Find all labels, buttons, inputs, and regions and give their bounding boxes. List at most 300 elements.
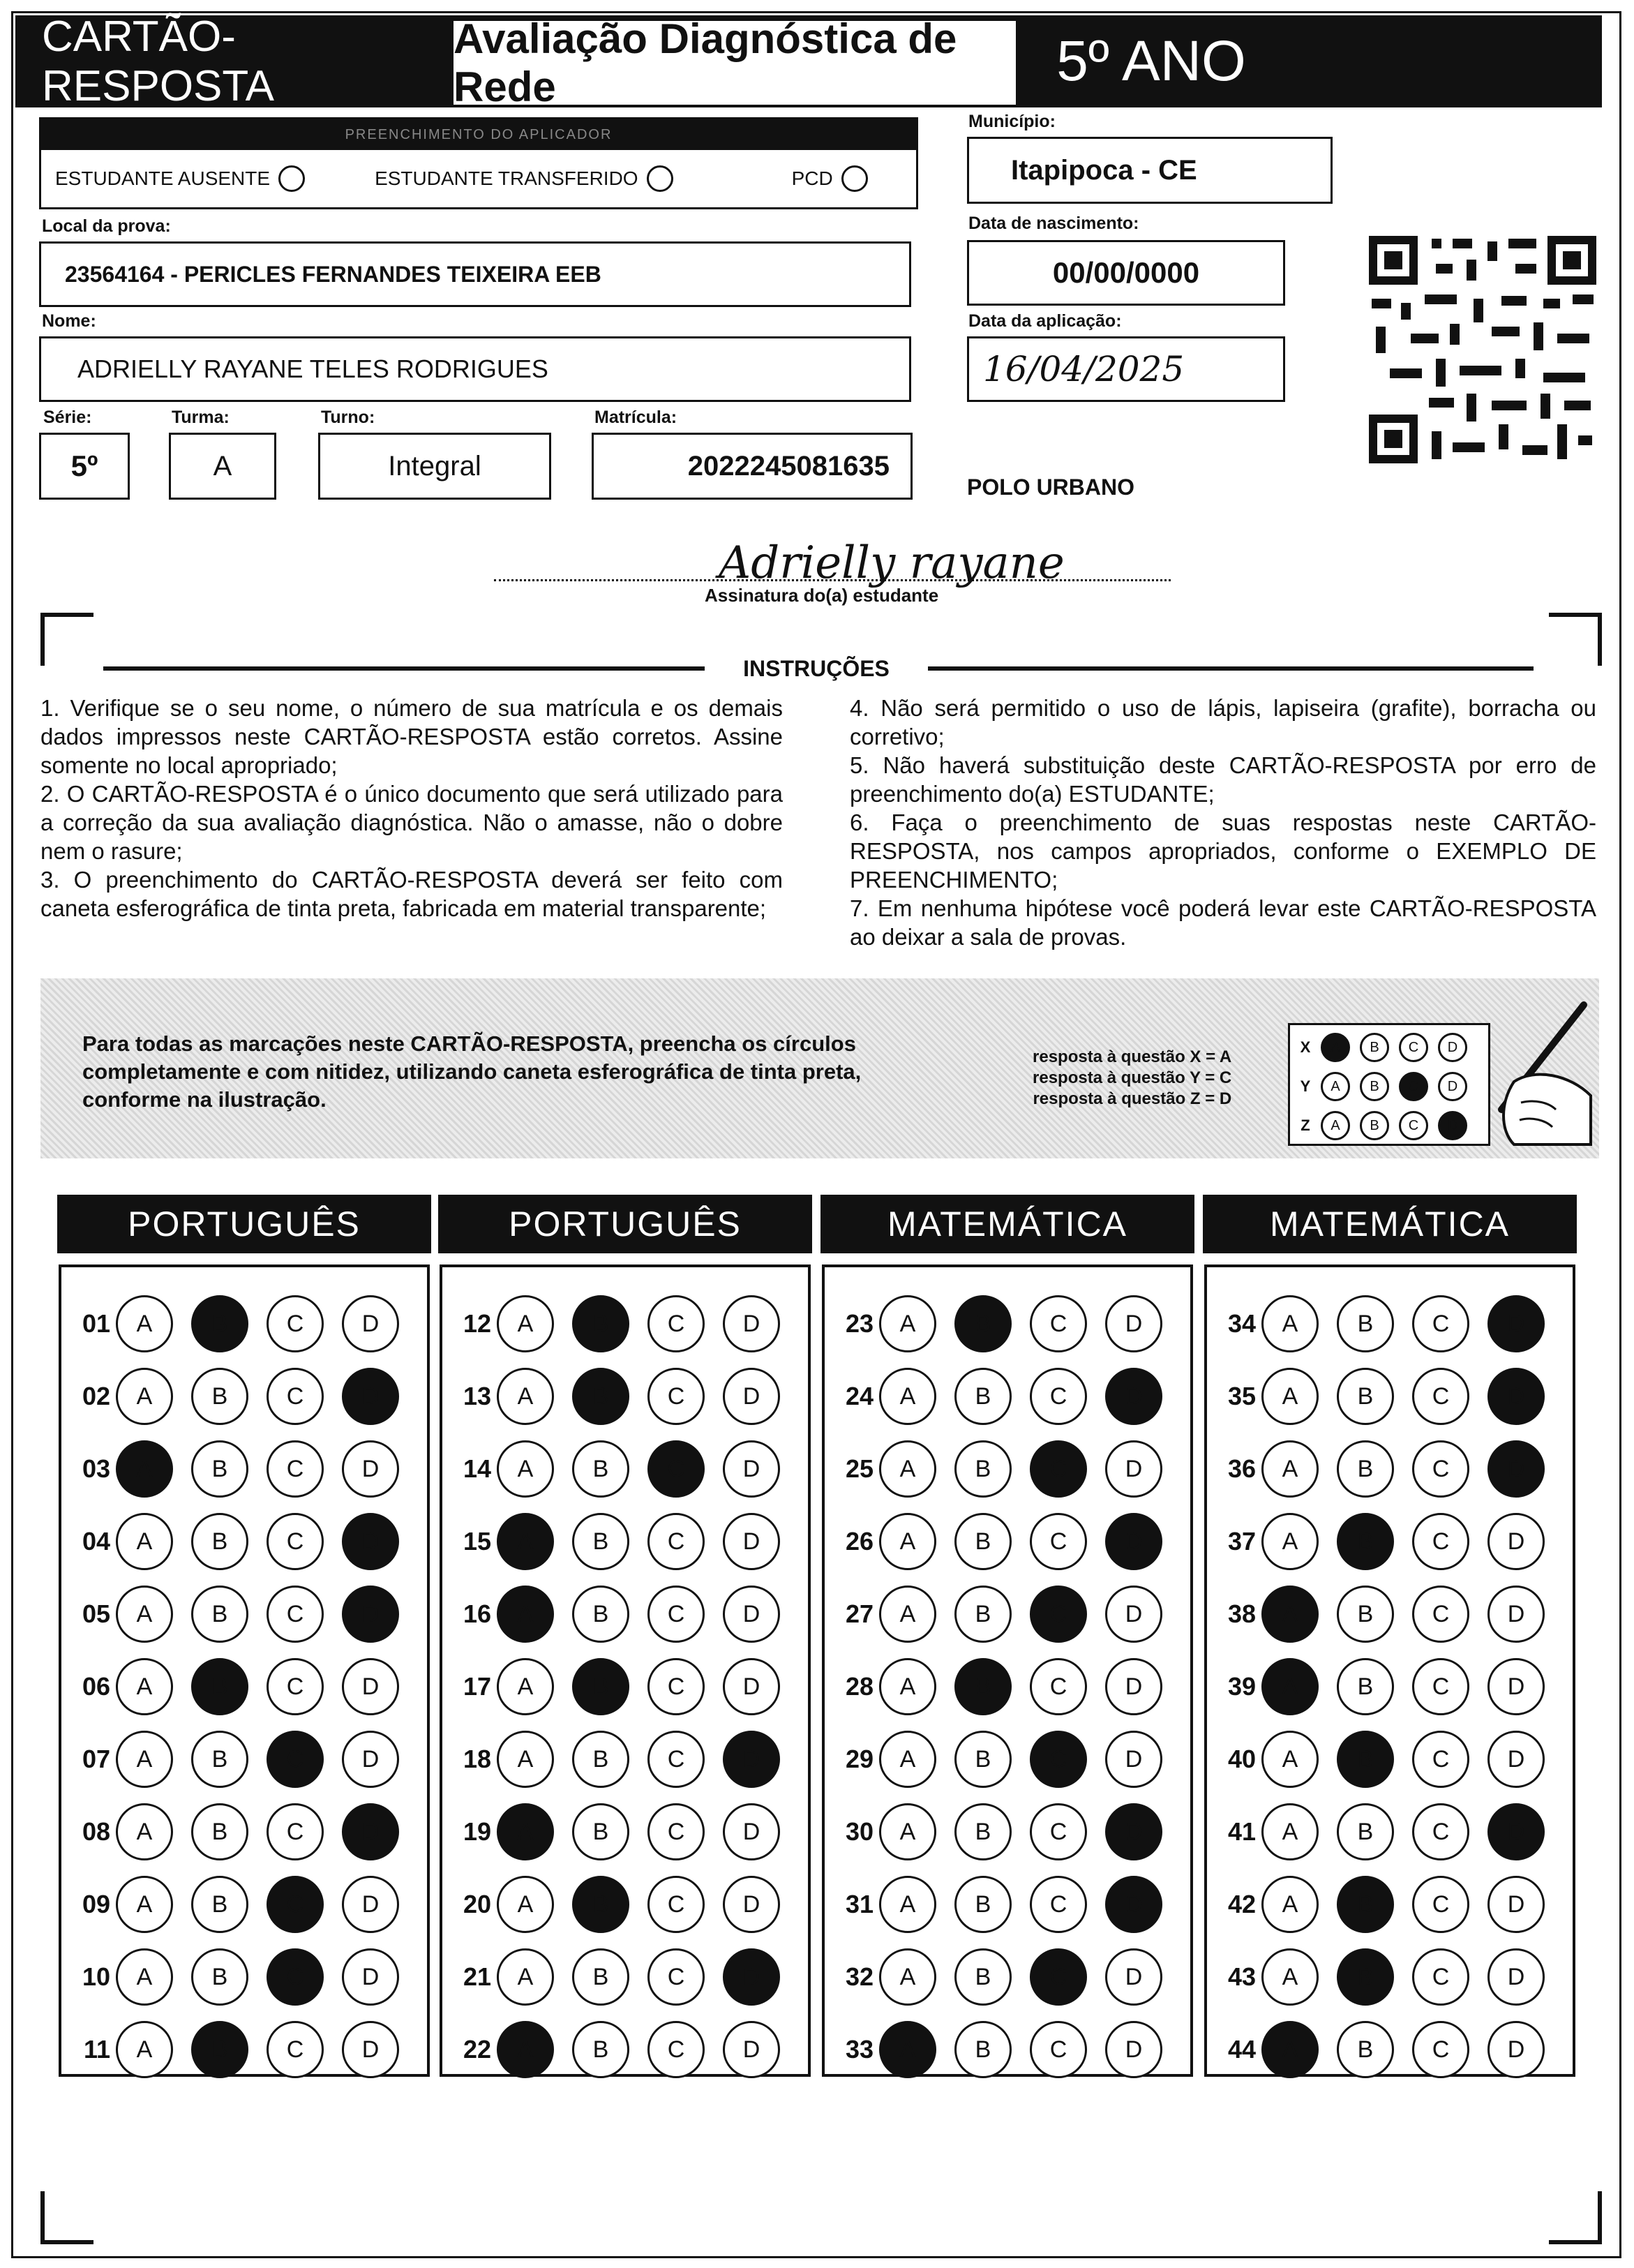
- answer-bubble-c[interactable]: C: [1412, 1803, 1469, 1860]
- answer-bubble-d[interactable]: D: [342, 1803, 399, 1860]
- answer-bubble-b[interactable]: B: [191, 1658, 248, 1715]
- answer-bubble-c[interactable]: C: [267, 1876, 324, 1933]
- answer-bubble-a[interactable]: A: [879, 1586, 936, 1643]
- example-legend: [1033, 1047, 1231, 1110]
- answer-bubble-c[interactable]: C: [1030, 1803, 1087, 1860]
- turma-field: A: [169, 433, 276, 500]
- answer-bubble-a[interactable]: A: [497, 1295, 554, 1352]
- municipio-label: Município:: [968, 112, 1056, 131]
- answer-bubble-a[interactable]: A: [116, 1731, 173, 1788]
- answer-bubble-d[interactable]: D: [1487, 1513, 1545, 1570]
- serie-field: 5º: [39, 433, 130, 500]
- example-bubble: A: [1321, 1033, 1350, 1062]
- answer-bubble-d[interactable]: D: [342, 1948, 399, 2006]
- question-row: [825, 1873, 1190, 1936]
- answer-bubble-d[interactable]: D: [1487, 1948, 1545, 2006]
- question-number: 32: [845, 1962, 874, 1991]
- question-row: [1207, 1365, 1573, 1428]
- answer-bubble-c[interactable]: C: [647, 1948, 705, 2006]
- card-label: CARTÃO-RESPOSTA: [42, 13, 275, 110]
- answer-bubble-a[interactable]: A: [1261, 1586, 1319, 1643]
- answer-bubble-a[interactable]: A: [116, 1948, 173, 2006]
- question-number: 13: [463, 1382, 491, 1410]
- answer-bubble-d[interactable]: D: [342, 1586, 399, 1643]
- answer-bubble-a[interactable]: A: [497, 1368, 554, 1425]
- answer-bubble-b[interactable]: B: [191, 1876, 248, 1933]
- question-row: [442, 1728, 808, 1791]
- question-row: [1207, 1655, 1573, 1718]
- subject-header: MATEMÁTICA: [1203, 1195, 1577, 1253]
- answer-bubble-c[interactable]: C: [267, 1803, 324, 1860]
- example-text: Para todas as marcações neste CARTÃO-RESPOSTA, preencha os círculos completamente e com nitidez, utilizando caneta esferográfica de tinta preta, conforme na ilustração.: [82, 1031, 862, 1112]
- question-number: 20: [463, 1890, 491, 1918]
- question-row: [1207, 1728, 1573, 1791]
- question-number: 30: [845, 1817, 874, 1846]
- answer-bubble-a[interactable]: A: [116, 1803, 173, 1860]
- answer-bubble-d[interactable]: D: [1487, 1803, 1545, 1860]
- answer-bubble-a[interactable]: A: [1261, 1803, 1319, 1860]
- example-bubble: D: [1438, 1072, 1467, 1101]
- example-row-label: X: [1300, 1038, 1311, 1056]
- example-bubble: D: [1438, 1033, 1467, 1062]
- answer-bubble-d[interactable]: D: [1105, 1876, 1162, 1933]
- answer-bubble-a[interactable]: A: [497, 1658, 554, 1715]
- answer-bubble-b[interactable]: B: [954, 1731, 1012, 1788]
- question-number: 17: [463, 1672, 491, 1701]
- example-row: [1290, 1107, 1488, 1144]
- answer-bubble-c[interactable]: C: [1030, 1876, 1087, 1933]
- instructions-right: [850, 694, 1596, 951]
- answer-bubble-c[interactable]: C: [1030, 1948, 1087, 2006]
- answer-bubble-a[interactable]: A: [879, 1295, 936, 1352]
- instruction-5: 5. Não haverá substituição deste CARTÃO-RESPOSTA por erro de preenchimento do(a) ESTUDANTE;: [850, 752, 1596, 807]
- answer-bubble-b[interactable]: B: [1337, 1658, 1394, 1715]
- question-row: [1207, 1583, 1573, 1646]
- question-row: [825, 1800, 1190, 1863]
- nome-label: Nome:: [42, 311, 96, 331]
- answer-bubble-c[interactable]: C: [1412, 1295, 1469, 1352]
- question-row: [825, 1438, 1190, 1500]
- answer-bubble-c[interactable]: C: [267, 1440, 324, 1498]
- answer-bubble-d[interactable]: D: [723, 1295, 780, 1352]
- answer-bubble-c[interactable]: C: [647, 1658, 705, 1715]
- question-row: [442, 1365, 808, 1428]
- question-number: 08: [82, 1817, 110, 1846]
- answer-bubble-d[interactable]: D: [723, 1658, 780, 1715]
- question-number: 34: [1227, 1309, 1256, 1338]
- question-number: 39: [1227, 1672, 1256, 1701]
- answer-bubble-d[interactable]: D: [1487, 1295, 1545, 1352]
- answer-bubble-b[interactable]: B: [1337, 1368, 1394, 1425]
- answer-bubble-c[interactable]: C: [267, 1586, 324, 1643]
- question-row: [61, 1292, 427, 1355]
- example-bubble: A: [1321, 1072, 1350, 1101]
- question-row: [442, 1510, 808, 1573]
- local-label: Local da prova:: [42, 216, 171, 236]
- question-row: [825, 1655, 1190, 1718]
- answer-bubble-c[interactable]: C: [1412, 1658, 1469, 1715]
- answer-column: [59, 1264, 430, 2077]
- instruction-3: 3. O preenchimento do CARTÃO-RESPOSTA deverá ser feito com caneta esferográfica de tinta preta, fabricada em material transparente;: [40, 867, 783, 921]
- answer-bubble-a[interactable]: A: [879, 1731, 936, 1788]
- answer-bubble-d[interactable]: D: [342, 1731, 399, 1788]
- example-bubble: B: [1360, 1072, 1389, 1101]
- question-number: 25: [845, 1454, 874, 1483]
- answer-bubble-d[interactable]: D: [1105, 1658, 1162, 1715]
- answer-bubble-b[interactable]: B: [1337, 1440, 1394, 1498]
- question-number: 06: [82, 1672, 110, 1701]
- applicator-box-title: PREENCHIMENTO DO APLICADOR: [41, 119, 916, 150]
- answer-bubble-b[interactable]: B: [191, 1513, 248, 1570]
- answer-bubble-d[interactable]: D: [1105, 1440, 1162, 1498]
- answer-bubble-a[interactable]: A: [1261, 1440, 1319, 1498]
- nome-field: ADRIELLY RAYANE TELES RODRIGUES: [39, 336, 911, 402]
- question-number: 01: [82, 1309, 110, 1338]
- answer-bubble-b[interactable]: B: [572, 1948, 629, 2006]
- answer-bubble-d[interactable]: D: [723, 1803, 780, 1860]
- answer-bubble-a[interactable]: A: [1261, 1731, 1319, 1788]
- question-number: 16: [463, 1599, 491, 1628]
- answer-bubble-a[interactable]: A: [497, 1948, 554, 2006]
- answer-bubble-c[interactable]: C: [1030, 1295, 1087, 1352]
- nascimento-field: 00/00/0000: [967, 240, 1285, 306]
- answer-bubble-c[interactable]: C: [647, 1876, 705, 1933]
- answer-bubble-c[interactable]: C: [267, 1731, 324, 1788]
- example-row: [1290, 1068, 1488, 1105]
- answer-bubble-c[interactable]: C: [267, 1948, 324, 2006]
- answer-bubble-b[interactable]: B: [191, 1948, 248, 2006]
- answer-bubble-c[interactable]: C: [1030, 1440, 1087, 1498]
- answer-bubble-d[interactable]: D: [342, 1440, 399, 1498]
- answer-bubble-b[interactable]: B: [954, 1513, 1012, 1570]
- question-number: 22: [463, 2035, 491, 2064]
- qr-code: [1369, 236, 1596, 463]
- transferred-label: ESTUDANTE TRANSFERIDO: [375, 167, 638, 189]
- matricula-field: 2022245081635: [592, 433, 913, 500]
- answer-bubble-b[interactable]: B: [954, 1658, 1012, 1715]
- answer-bubble-c[interactable]: C: [647, 1440, 705, 1498]
- answer-bubble-b[interactable]: B: [1337, 1295, 1394, 1352]
- example-bubble: C: [1399, 1072, 1428, 1101]
- answer-bubble-b[interactable]: B: [1337, 1731, 1394, 1788]
- question-number: 44: [1227, 2035, 1256, 2064]
- question-row: [442, 1873, 808, 1936]
- question-number: 23: [845, 1309, 874, 1338]
- question-number: 09: [82, 1890, 110, 1918]
- serie-label: Série:: [43, 408, 92, 427]
- question-number: 37: [1227, 1527, 1256, 1555]
- answer-bubble-c[interactable]: C: [1412, 2021, 1469, 2078]
- answer-bubble-c[interactable]: C: [267, 1658, 324, 1715]
- question-number: 43: [1227, 1962, 1256, 1991]
- nascimento-label: Data de nascimento:: [968, 214, 1139, 233]
- answer-bubble-d[interactable]: D: [723, 1586, 780, 1643]
- question-number: 04: [82, 1527, 110, 1555]
- question-row: [442, 1583, 808, 1646]
- answer-bubble-b[interactable]: B: [191, 1295, 248, 1352]
- answer-bubble-a[interactable]: A: [879, 2021, 936, 2078]
- question-number: 15: [463, 1527, 491, 1555]
- answer-bubble-d[interactable]: D: [723, 1513, 780, 1570]
- answer-bubble-c[interactable]: C: [647, 1586, 705, 1643]
- answer-bubble-d[interactable]: D: [1487, 1658, 1545, 1715]
- answer-bubble-d[interactable]: D: [342, 2021, 399, 2078]
- answer-bubble-d[interactable]: D: [723, 1440, 780, 1498]
- question-row: [1207, 1510, 1573, 1573]
- question-row: [825, 1365, 1190, 1428]
- answer-bubble-d[interactable]: D: [1105, 2021, 1162, 2078]
- question-row: [61, 1800, 427, 1863]
- question-row: [61, 1946, 427, 2008]
- applicator-box: [39, 117, 918, 209]
- question-number: 33: [845, 2035, 874, 2064]
- answer-bubble-c[interactable]: C: [1412, 1513, 1469, 1570]
- answer-bubble-d[interactable]: D: [723, 1368, 780, 1425]
- answer-bubble-a[interactable]: A: [497, 1876, 554, 1933]
- answer-bubble-a[interactable]: A: [497, 2021, 554, 2078]
- answer-bubble-b[interactable]: B: [1337, 1513, 1394, 1570]
- answer-bubble-b[interactable]: B: [572, 1586, 629, 1643]
- question-row: [61, 1510, 427, 1573]
- answer-bubble-c[interactable]: C: [1412, 1876, 1469, 1933]
- answer-bubble-b[interactable]: B: [572, 2021, 629, 2078]
- answer-bubble-c[interactable]: C: [267, 1368, 324, 1425]
- question-number: 03: [82, 1454, 110, 1483]
- instruction-2: 2. O CARTÃO-RESPOSTA é o único documento que será utilizado para a correção da sua avaliação diagnóstica. Não o amasse, não o dobre nem o rasure;: [40, 781, 783, 864]
- answer-bubble-d[interactable]: D: [1487, 1586, 1545, 1643]
- question-number: 07: [82, 1745, 110, 1773]
- example-legend-z: resposta à questão Z = D: [1033, 1089, 1232, 1108]
- answer-bubble-d[interactable]: D: [723, 1948, 780, 2006]
- answer-bubble-c[interactable]: C: [647, 1513, 705, 1570]
- answer-bubble-b[interactable]: B: [1337, 1803, 1394, 1860]
- answer-bubble-c[interactable]: C: [1030, 1368, 1087, 1425]
- question-number: 31: [845, 1890, 874, 1918]
- answer-bubble-d[interactable]: D: [1105, 1368, 1162, 1425]
- answer-bubble-a[interactable]: A: [1261, 2021, 1319, 2078]
- answer-bubble-c[interactable]: C: [267, 1295, 324, 1352]
- answer-bubble-a[interactable]: A: [1261, 1948, 1319, 2006]
- question-number: 38: [1227, 1599, 1256, 1628]
- answer-bubble-b[interactable]: B: [572, 1876, 629, 1933]
- question-number: 36: [1227, 1454, 1256, 1483]
- answer-bubble-d[interactable]: D: [1487, 1440, 1545, 1498]
- answer-bubble-b[interactable]: B: [1337, 1948, 1394, 2006]
- answer-bubble-c[interactable]: C: [1030, 2021, 1087, 2078]
- question-row: [442, 1946, 808, 2008]
- answer-bubble-c[interactable]: C: [647, 1295, 705, 1352]
- answer-bubble-b[interactable]: B: [572, 1513, 629, 1570]
- answer-bubble-d[interactable]: D: [1105, 1803, 1162, 1860]
- question-row: [61, 1583, 427, 1646]
- answer-bubble-c[interactable]: C: [267, 1513, 324, 1570]
- answer-bubble-c[interactable]: C: [647, 1803, 705, 1860]
- question-row: [1207, 1438, 1573, 1500]
- answer-bubble-b[interactable]: B: [954, 1803, 1012, 1860]
- answer-bubble-a[interactable]: A: [1261, 1876, 1319, 1933]
- answer-bubble-d[interactable]: D: [723, 2021, 780, 2078]
- answer-bubble-c[interactable]: C: [1030, 1731, 1087, 1788]
- answer-bubble-b[interactable]: B: [572, 1368, 629, 1425]
- answer-bubble-d[interactable]: D: [1487, 1731, 1545, 1788]
- question-number: 11: [83, 2035, 110, 2064]
- answer-bubble-c[interactable]: C: [647, 1368, 705, 1425]
- answer-bubble-d[interactable]: D: [342, 1368, 399, 1425]
- answer-bubble-b[interactable]: B: [191, 2021, 248, 2078]
- absent-bubble[interactable]: [278, 165, 305, 192]
- answer-bubble-d[interactable]: D: [1105, 1513, 1162, 1570]
- answer-bubble-c[interactable]: C: [1030, 1513, 1087, 1570]
- answer-bubble-d[interactable]: D: [342, 1658, 399, 1715]
- answer-bubble-d[interactable]: D: [723, 1876, 780, 1933]
- answer-bubble-c[interactable]: C: [1412, 1586, 1469, 1643]
- answer-bubble-b[interactable]: B: [572, 1731, 629, 1788]
- example-bubble: B: [1360, 1111, 1389, 1140]
- instructions-left: [40, 694, 783, 923]
- answer-bubble-c[interactable]: C: [1030, 1586, 1087, 1643]
- answer-bubble-a[interactable]: A: [1261, 1513, 1319, 1570]
- answer-bubble-b[interactable]: B: [1337, 2021, 1394, 2078]
- answer-bubble-d[interactable]: D: [1487, 2021, 1545, 2078]
- answer-bubble-a[interactable]: A: [116, 1368, 173, 1425]
- question-number: 41: [1227, 1817, 1256, 1846]
- turno-label: Turno:: [321, 408, 375, 427]
- handwritten-signature: Adrielly rayane: [719, 537, 1065, 589]
- answer-bubble-b[interactable]: B: [191, 1803, 248, 1860]
- answer-bubble-c[interactable]: C: [1412, 1948, 1469, 2006]
- transferred-bubble[interactable]: [647, 165, 673, 192]
- answer-bubble-d[interactable]: D: [1105, 1731, 1162, 1788]
- answer-bubble-c[interactable]: C: [647, 2021, 705, 2078]
- answer-bubble-b[interactable]: B: [954, 1440, 1012, 1498]
- instruction-6: 6. Faça o preenchimento de suas respostas neste CARTÃO-RESPOSTA, nos campos apropriados, conforme o EXEMPLO DE PREENCHIMENTO;: [850, 810, 1596, 893]
- corner-bottom-left: [40, 2191, 93, 2244]
- answer-bubble-d[interactable]: D: [1105, 1948, 1162, 2006]
- answer-bubble-d[interactable]: D: [723, 1731, 780, 1788]
- question-number: 21: [463, 1962, 491, 1991]
- example-grid: [1288, 1023, 1490, 1146]
- answer-bubble-a[interactable]: A: [879, 1513, 936, 1570]
- answer-column: [440, 1264, 811, 2077]
- example-bubble: D: [1438, 1111, 1467, 1140]
- answer-bubble-a[interactable]: A: [116, 1586, 173, 1643]
- answer-bubble-b[interactable]: B: [572, 1295, 629, 1352]
- answer-bubble-d[interactable]: D: [1105, 1586, 1162, 1643]
- example-row-label: Y: [1300, 1077, 1311, 1095]
- corner-bottom-right: [1549, 2191, 1602, 2244]
- question-row: [825, 2018, 1190, 2081]
- answer-bubble-a[interactable]: A: [879, 1440, 936, 1498]
- answer-bubble-b[interactable]: B: [954, 1876, 1012, 1933]
- answer-bubble-a[interactable]: A: [879, 1876, 936, 1933]
- answer-bubble-b[interactable]: B: [191, 1731, 248, 1788]
- example-bubble: A: [1321, 1111, 1350, 1140]
- answer-bubble-d[interactable]: D: [342, 1295, 399, 1352]
- answer-bubble-b[interactable]: B: [954, 2021, 1012, 2078]
- answer-bubble-c[interactable]: C: [267, 2021, 324, 2078]
- answer-bubble-a[interactable]: A: [1261, 1368, 1319, 1425]
- answer-bubble-c[interactable]: C: [1030, 1658, 1087, 1715]
- signature-line: [494, 579, 1171, 581]
- answer-bubble-a[interactable]: A: [116, 1440, 173, 1498]
- answer-bubble-b[interactable]: B: [954, 1948, 1012, 2006]
- answer-bubble-c[interactable]: C: [1412, 1368, 1469, 1425]
- question-row: [1207, 1292, 1573, 1355]
- answer-bubble-b[interactable]: B: [191, 1586, 248, 1643]
- answer-bubble-c[interactable]: C: [1412, 1731, 1469, 1788]
- question-number: 02: [82, 1382, 110, 1410]
- question-row: [1207, 1873, 1573, 1936]
- pcd-bubble[interactable]: [841, 165, 868, 192]
- question-number: 26: [845, 1527, 874, 1555]
- answer-bubble-a[interactable]: A: [879, 1368, 936, 1425]
- answer-bubble-c[interactable]: C: [1412, 1440, 1469, 1498]
- answer-bubble-a[interactable]: A: [116, 1658, 173, 1715]
- answer-bubble-b[interactable]: B: [1337, 1876, 1394, 1933]
- answer-bubble-a[interactable]: A: [497, 1586, 554, 1643]
- answer-bubble-a[interactable]: A: [497, 1440, 554, 1498]
- answer-bubble-b[interactable]: B: [954, 1295, 1012, 1352]
- signature-label: Assinatura do(a) estudante: [705, 585, 939, 606]
- question-row: [442, 1292, 808, 1355]
- question-number: 35: [1227, 1382, 1256, 1410]
- subject-header: PORTUGUÊS: [57, 1195, 431, 1253]
- instruction-4: 4. Não será permitido o uso de lápis, lapiseira (grafite), borracha ou corretivo;: [850, 695, 1596, 749]
- question-row: [825, 1946, 1190, 2008]
- question-row: [442, 1800, 808, 1863]
- answer-bubble-d[interactable]: D: [1105, 1295, 1162, 1352]
- turma-label: Turma:: [172, 408, 230, 427]
- answer-bubble-d[interactable]: D: [342, 1876, 399, 1933]
- answer-bubble-a[interactable]: A: [497, 1731, 554, 1788]
- answer-bubble-a[interactable]: A: [116, 2021, 173, 2078]
- question-number: 29: [845, 1745, 874, 1773]
- answer-bubble-b[interactable]: B: [1337, 1586, 1394, 1643]
- answer-bubble-d[interactable]: D: [1487, 1876, 1545, 1933]
- answer-bubble-b[interactable]: B: [191, 1368, 248, 1425]
- question-number: 05: [82, 1599, 110, 1628]
- answer-bubble-a[interactable]: A: [1261, 1295, 1319, 1352]
- answer-bubble-a[interactable]: A: [1261, 1658, 1319, 1715]
- question-row: [61, 1438, 427, 1500]
- answer-bubble-b[interactable]: B: [572, 1658, 629, 1715]
- answer-bubble-b[interactable]: B: [954, 1586, 1012, 1643]
- question-row: [1207, 1800, 1573, 1863]
- answer-bubble-a[interactable]: A: [879, 1658, 936, 1715]
- answer-bubble-a[interactable]: A: [879, 1948, 936, 2006]
- answer-bubble-a[interactable]: A: [116, 1295, 173, 1352]
- answer-bubble-c[interactable]: C: [647, 1731, 705, 1788]
- answer-bubble-b[interactable]: B: [572, 1803, 629, 1860]
- answer-bubble-b[interactable]: B: [954, 1368, 1012, 1425]
- answer-bubble-d[interactable]: D: [342, 1513, 399, 1570]
- municipio-field: Itapipoca - CE: [967, 137, 1333, 204]
- example-legend-y: resposta à questão Y = C: [1033, 1068, 1232, 1087]
- question-row: [825, 1510, 1190, 1573]
- answer-bubble-b[interactable]: B: [191, 1440, 248, 1498]
- answer-bubble-a[interactable]: A: [879, 1803, 936, 1860]
- answer-bubble-a[interactable]: A: [116, 1876, 173, 1933]
- answer-column: [822, 1264, 1193, 2077]
- answer-bubble-d[interactable]: D: [1487, 1368, 1545, 1425]
- aplicacao-label: Data da aplicação:: [968, 311, 1122, 331]
- answer-bubble-b[interactable]: B: [572, 1440, 629, 1498]
- answer-bubble-a[interactable]: A: [116, 1513, 173, 1570]
- polo-label: POLO URBANO: [967, 475, 1134, 500]
- answer-bubble-a[interactable]: A: [497, 1803, 554, 1860]
- example-bubble: C: [1399, 1111, 1428, 1140]
- answer-bubble-a[interactable]: A: [497, 1513, 554, 1570]
